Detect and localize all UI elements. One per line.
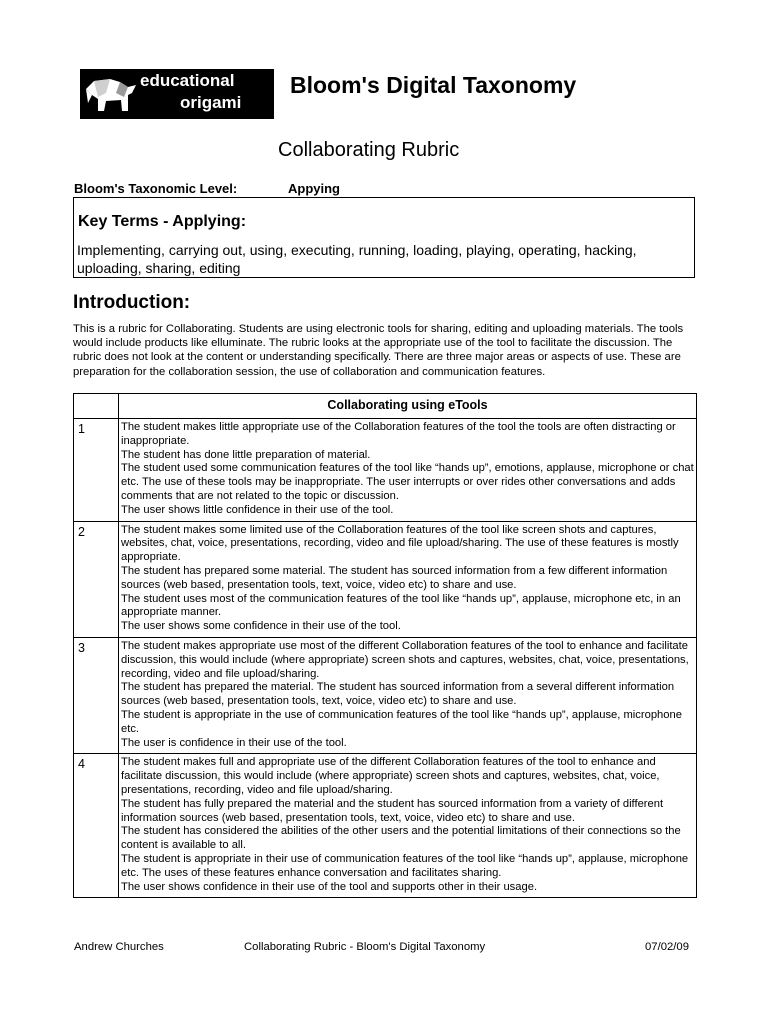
rubric-line: The student has done little preparation of material.	[121, 448, 371, 461]
rubric-line: The student used some communication features of the tool like “hands up”, emotions, applause, microphone or chat etc. The use of these tools may be inappropriate. The user interrupts or over rides other conversations and adds comments that are not related to the topic or discussion.	[121, 462, 694, 502]
taxonomic-level-row	[74, 181, 340, 196]
rubric-line: The user is confidence in their use of the tool.	[121, 736, 347, 749]
origami-elephant-icon	[84, 73, 138, 115]
key-terms-box	[73, 197, 695, 278]
educational-origami-logo	[80, 69, 274, 119]
rubric-line: The student is appropriate in the use of communication features of the tool like “hands up”, applause, microphone etc.	[121, 708, 682, 735]
rubric-line: The student has prepared some material. The student has sourced information from a few different information sources (web based, presentation tools, text, voice, video etc) to share and use.	[121, 564, 668, 591]
logo-text-line1: educational	[140, 71, 235, 90]
rubric-line: The user shows little confidence in their use of the tool.	[121, 503, 394, 516]
logo-text-line2: origami	[180, 93, 242, 112]
rubric-description	[119, 637, 697, 753]
rubric-line: The student uses most of the communication features of the tool like “hands up”, applause, microphone etc, in an appropriate manner.	[121, 592, 681, 619]
rubric-line: The student makes little appropriate use of the Collaboration features of the tool the tools are often distracting or inappropriate.	[121, 421, 676, 447]
rubric-line: The student has considered the abilities of the other users and the potential limitations of their connections so the content is available to all.	[121, 825, 681, 852]
rubric-line: The user shows confidence in their use of the tool and supports other in their usage.	[121, 880, 538, 893]
key-terms-heading: Key Terms - Applying:	[78, 213, 247, 230]
rubric-line: The student makes full and appropriate use of the different Collaboration features of the tool to enhance and facilitate discussion, this would include (where appropriate) screen shots and captures, websites, chat, voice, presentations, recording, video and file upload/sharing.	[121, 756, 660, 796]
taxonomic-level-label: Bloom's Taxonomic Level:	[74, 181, 238, 196]
rubric-line: The user shows some confidence in their use of the tool.	[121, 620, 401, 633]
rubric-header-row	[74, 394, 697, 419]
rubric-header: Collaborating using eTools	[119, 394, 697, 419]
document-title: Collaborating Rubric	[278, 139, 460, 161]
rubric-description	[119, 419, 697, 522]
rubric-row	[74, 754, 697, 898]
rubric-line: The student is appropriate in their use of communication features of the tool like “hands up”, applause, microphone etc. The uses of these features enhance conversation and facilitates sharing.	[121, 852, 689, 879]
rubric-level: 4	[74, 754, 119, 898]
footer-title: Collaborating Rubric - Bloom's Digital Taxonomy	[244, 941, 486, 953]
rubric-line: The student makes appropriate use most of the different Collaboration features of the tool to enhance and facilitate discussion, this would include (where appropriate) screen shots and captures, websites, chat, voice, presentations, recording, video and file upload/sharing.	[121, 639, 689, 680]
rubric-header-empty	[74, 394, 119, 419]
rubric-row	[74, 637, 697, 753]
rubric-line: The student makes some limited use of the Collaboration features of the tool like screen shots and captures, websites, chat, voice, presentations, recording, video and file upload/sharing. The use of these features is mostly appropriate.	[121, 523, 679, 564]
introduction-text: This is a rubric for Collaborating. Students are using electronic tools for sharing, editing and uploading materials. The tools would include products like elluminate. The rubric looks at the appropriate use of the tool to facilitate the discussion. The rubric does not look at the content or understanding specifically. There are three major areas or aspects of use. These are preparation for the collaboration session, the use of collaboration and communication features.	[73, 323, 684, 378]
footer-date: 07/02/09	[645, 941, 689, 953]
rubric-description	[119, 521, 697, 637]
key-terms-text: Implementing, carrying out, using, executing, running, loading, playing, operating, hacking, uploading, sharing, editing	[77, 242, 637, 276]
rubric-level: 1	[74, 419, 119, 522]
rubric-row	[74, 419, 697, 522]
introduction-heading: Introduction:	[73, 292, 191, 313]
brand-title: Bloom's Digital Taxonomy	[290, 72, 577, 98]
rubric-line: The student has fully prepared the material and the student has sourced information from a variety of different information sources (web based, presentation tools, text, voice, video etc) to share and use.	[121, 797, 664, 824]
footer-author: Andrew Churches	[74, 941, 164, 953]
taxonomic-level-value: Appying	[288, 181, 340, 196]
rubric-line: The student has prepared the material. The student has sourced information from a several different information sources (web based, presentation tools, text, voice, video etc) to share and use.	[121, 681, 675, 708]
rubric-table	[73, 393, 697, 898]
rubric-description	[119, 754, 697, 898]
rubric-level: 2	[74, 521, 119, 637]
rubric-row	[74, 521, 697, 637]
rubric-level: 3	[74, 637, 119, 753]
